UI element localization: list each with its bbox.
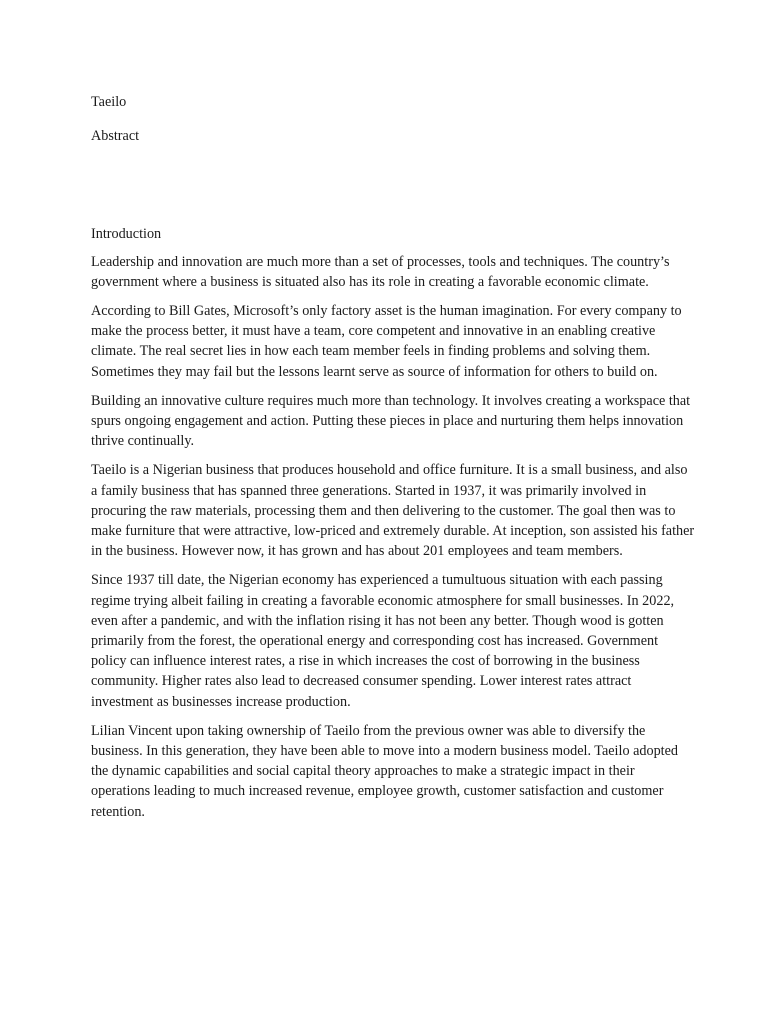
paragraph-innovative-culture: Building an innovative culture requires much more than technology. It involves creating a workspace that spurs ongoing engagement and action. Putting these pieces in place and nurturing them helps innovation thrive continually. (91, 392, 691, 450)
paragraph-lilian-vincent: Lilian Vincent upon taking ownership of Taeilo from the previous owner was able to diversify the business. In this generation, they have been able to move into a modern business model. Taeilo adopted the dynamic capabilities and social capital theory approaches to make a strategic impact in their operations leading to much increased revenue, employee growth, customer satisfaction and customer retention. (91, 722, 678, 820)
paragraph-bill-gates: According to Bill Gates, Microsoft’s only factory asset is the human imagination. For every company to make the process better, it must have a team, core competent and innovative in an enabling creative climate. The real secret lies in how each team member feels in finding problems and solving them. Sometimes they may fail but the lessons learnt serve as source of information for others to build on. (91, 303, 682, 380)
introduction-heading: Introduction (91, 226, 162, 243)
document-title: Taeilo (91, 94, 127, 110)
paragraph-leadership: Leadership and innovation are much more than a set of processes, tools and techniques. The country’s government where a business is situated also has its role in creating a favorable economic climate. (91, 253, 670, 290)
abstract-heading: Abstract (91, 128, 140, 145)
paragraph-nigerian-economy: Since 1937 till date, the Nigerian economy has experienced a tumultuous situation with each passing regime trying albeit failing in creating a favorable economic atmosphere for small businesses. In 2022, even after a pandemic, and with the inflation rising it has not been any better. Though wood is gotten primarily from the forest, the operational energy and corresponding cost has increased. Government policy can influence interest rates, a rise in which increases the cost of borrowing in the business community. Higher rates also lead to decreased consumer spending. Lower interest rates attract investment as businesses increase production. (91, 572, 675, 710)
document-page (91, 92, 697, 831)
paragraph-company-history: Taeilo is a Nigerian business that produces household and office furniture. It is a small business, and also a family business that has spanned three generations. Started in 1937, it was primarily involved in procuring the raw materials, processing them and then delivering to the customer. The goal then was to make furniture that were attractive, low-priced and extremely durable. At inception, son assisted his father in the business. However now, it has grown and has about 201 employees and team members. (91, 462, 695, 560)
